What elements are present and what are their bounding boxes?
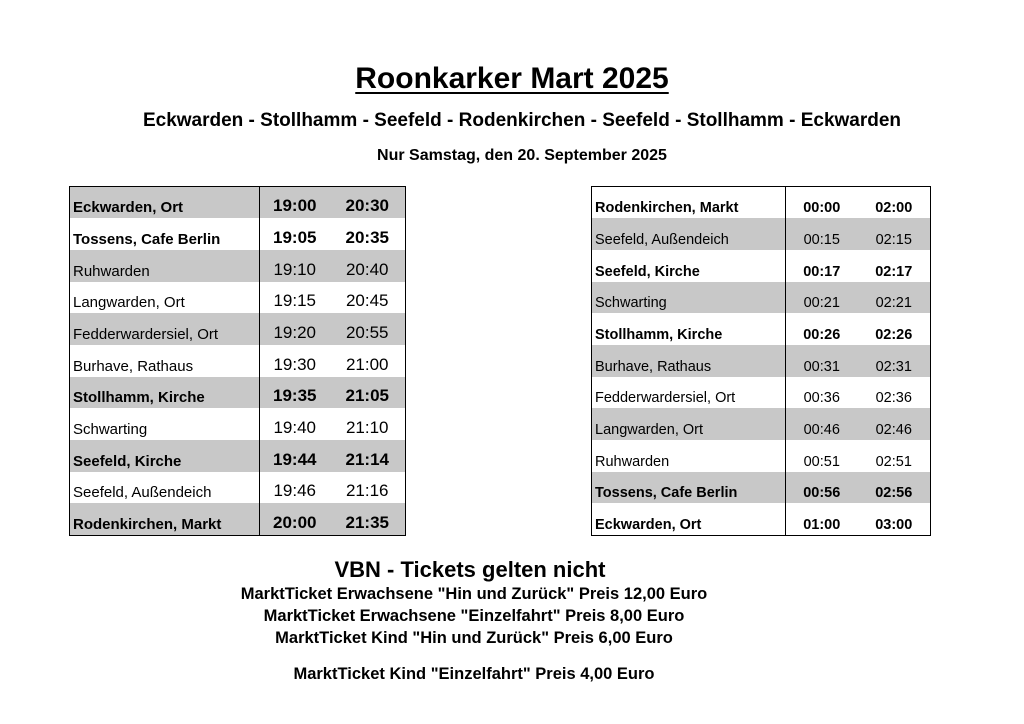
- station-name: Stollhamm, Kirche: [70, 377, 260, 409]
- ticket-price-line: MarktTicket Erwachsene "Hin und Zurück" Preis 12,00 Euro: [240, 585, 708, 603]
- station-name: Tossens, Cafe Berlin: [70, 218, 260, 250]
- vbn-notice: VBN - Tickets gelten nicht: [334, 557, 606, 582]
- timetable-row: [592, 472, 931, 504]
- departure-time: 00:51: [803, 453, 840, 470]
- departure-time: 02:15: [858, 218, 931, 250]
- departure-time: 21:14: [330, 440, 406, 472]
- departure-time: 02:00: [875, 200, 913, 217]
- departure-time: 19:35: [260, 377, 330, 409]
- timetable-row: [592, 313, 931, 345]
- departure-time: 01:00: [803, 516, 841, 533]
- outbound-timetable: [69, 186, 406, 536]
- departure-time: 21:10: [345, 418, 389, 437]
- timetable-row: [592, 408, 931, 440]
- departure-time: 19:10: [260, 250, 330, 282]
- departure-time: 19:44: [260, 440, 330, 472]
- station-name: Burhave, Rathaus: [592, 345, 786, 377]
- departure-time: 00:26: [803, 326, 841, 343]
- departure-time: 02:51: [875, 453, 912, 470]
- departure-time: 20:45: [345, 291, 389, 311]
- departure-time: 00:17: [803, 263, 841, 280]
- departure-time: 02:21: [858, 282, 931, 314]
- timetable-row: [70, 187, 406, 219]
- station-name: Eckwarden, Ort: [70, 187, 260, 219]
- departure-time: 20:00: [260, 503, 330, 535]
- timetable-row: [70, 282, 406, 314]
- timetable-row: [592, 503, 931, 535]
- departure-time: 19:40: [273, 418, 317, 437]
- departure-time: 02:17: [875, 263, 913, 280]
- departure-time: 19:20: [260, 313, 330, 345]
- timetable-row: [70, 503, 406, 535]
- timetable-row: [592, 282, 931, 314]
- timetable-row: [592, 250, 931, 282]
- departure-time: 20:35: [345, 227, 389, 247]
- timetable-row: [592, 377, 931, 409]
- departure-time: 00:56: [786, 472, 858, 504]
- timetable-row: [592, 345, 931, 377]
- timetable-row: [70, 408, 406, 440]
- departure-time: 19:30: [273, 354, 317, 374]
- station-name: Seefeld, Kirche: [70, 440, 260, 472]
- timetable-row: [592, 187, 931, 219]
- departure-time: 02:46: [858, 408, 931, 440]
- station-name: Langwarden, Ort: [592, 408, 786, 440]
- station-name: Tossens, Cafe Berlin: [592, 472, 786, 504]
- station-name: Rodenkirchen, Markt: [592, 187, 786, 219]
- departure-time: 00:31: [786, 345, 858, 377]
- station-name: Seefeld, Außendeich: [70, 472, 260, 504]
- departure-time: 02:26: [875, 326, 913, 343]
- date-line: Nur Samstag, den 20. September 2025: [377, 147, 667, 164]
- ticket-price-line: MarktTicket Kind "Einzelfahrt" Preis 4,00 Euro: [293, 665, 655, 683]
- departure-time: 20:55: [330, 313, 406, 345]
- departure-time: 02:31: [858, 345, 931, 377]
- station-name: Ruhwarden: [592, 440, 786, 472]
- timetable-row: [70, 218, 406, 250]
- station-name: Seefeld, Kirche: [592, 250, 786, 282]
- departure-time: 00:15: [786, 218, 858, 250]
- departure-time: 20:30: [330, 187, 406, 219]
- departure-time: 00:21: [786, 282, 858, 314]
- page-title: Roonkarker Mart 2025: [355, 62, 669, 95]
- departure-time: 02:56: [858, 472, 931, 504]
- departure-time: 19:46: [273, 481, 317, 501]
- timetable-row: [592, 218, 931, 250]
- station-name: Rodenkirchen, Markt: [70, 503, 260, 535]
- departure-time: 19:15: [273, 291, 317, 311]
- return-timetable: [591, 186, 931, 536]
- departure-time: 00:00: [803, 200, 841, 217]
- station-name: Langwarden, Ort: [70, 282, 260, 314]
- departure-time: 19:05: [273, 227, 317, 247]
- station-name: Eckwarden, Ort: [592, 503, 786, 535]
- route-subtitle: Eckwarden - Stollhamm - Seefeld - Rodenkirchen - Seefeld - Stollhamm - Eckwarden: [142, 110, 902, 131]
- ticket-price-line: MarktTicket Erwachsene "Einzelfahrt" Preis 8,00 Euro: [263, 607, 685, 625]
- timetable-row: [592, 440, 931, 472]
- timetable-row: [70, 313, 406, 345]
- timetable-row: [70, 250, 406, 282]
- timetable-row: [70, 472, 406, 504]
- station-name: Schwarting: [592, 282, 786, 314]
- timetable-row: [70, 377, 406, 409]
- departure-time: 20:40: [330, 250, 406, 282]
- departure-time: 02:36: [875, 390, 912, 407]
- departure-time: 21:35: [330, 503, 406, 535]
- station-name: Fedderwardersiel, Ort: [592, 377, 786, 409]
- departure-time: 03:00: [875, 516, 913, 533]
- station-name: Schwarting: [70, 408, 260, 440]
- station-name: Fedderwardersiel, Ort: [70, 313, 260, 345]
- timetable-row: [70, 345, 406, 377]
- departure-time: 21:00: [345, 354, 389, 374]
- timetable-row: [70, 440, 406, 472]
- departure-time: 00:46: [786, 408, 858, 440]
- departure-time: 19:00: [260, 187, 330, 219]
- station-name: Burhave, Rathaus: [70, 345, 260, 377]
- station-name: Seefeld, Außendeich: [592, 218, 786, 250]
- ticket-price-line: MarktTicket Kind "Hin und Zurück" Preis 6,00 Euro: [275, 629, 673, 647]
- departure-time: 00:36: [803, 390, 840, 407]
- station-name: Stollhamm, Kirche: [592, 313, 786, 345]
- departure-time: 21:05: [330, 377, 406, 409]
- station-name: Ruhwarden: [70, 250, 260, 282]
- departure-time: 21:16: [345, 481, 389, 501]
